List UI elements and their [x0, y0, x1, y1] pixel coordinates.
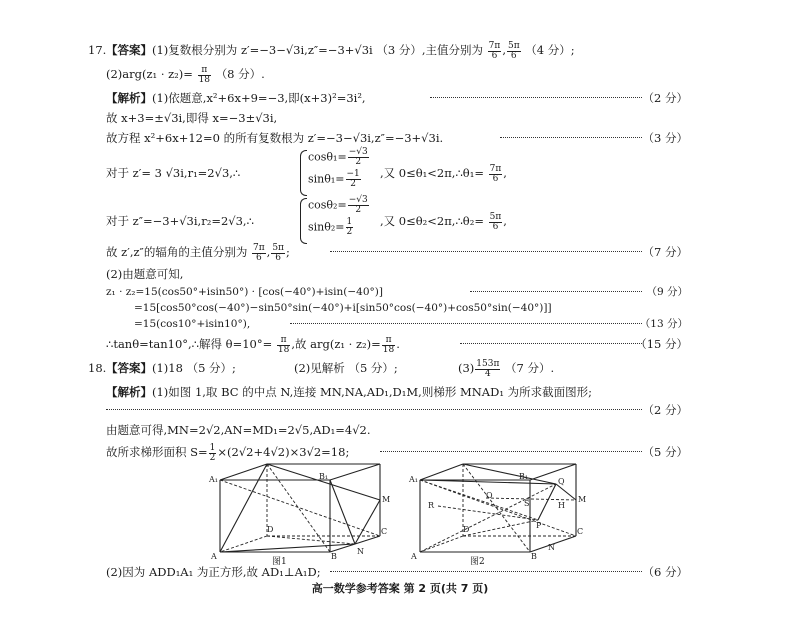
q17-l5-result: $\frac{5\pi}{6}$: [489, 211, 502, 232]
q17-analysis-l9: =15[cos50°cos(−40°)−sin50°sin(−40°)+i[sin50°cos(−40°)+cos50°sin(−40°)]]: [134, 302, 552, 314]
q17-analysis-l5: 对于 z″=−3+√3i,r₂=2√3,∴: [106, 214, 254, 228]
q17-l4-cos: cosθ₁= $\frac{-√3}{2}$: [308, 147, 368, 167]
leader-dots: [430, 97, 642, 98]
fig1-label-A1: A₁: [209, 475, 218, 484]
fig1-label-D1: [260, 462, 270, 463]
fig2-label-S: S: [524, 499, 530, 508]
q17-l4-tail: ,又 0≤θ₁<2π,∴θ₁=: [380, 166, 484, 180]
q17-analysis-line1: [0, 88, 800, 108]
fig2-label-A1: A₁: [409, 475, 418, 484]
system-brace: [300, 198, 307, 244]
q17-l8-score: （9 分）: [646, 286, 688, 298]
fig2-label-H: H: [558, 501, 565, 510]
q17-part2-text: (2)arg(z₁ · z₂)=: [106, 67, 193, 81]
q17-analysis-l11: ∴tanθ=tan10°,∴解得 θ=10°=: [106, 337, 273, 351]
fig1-label-B1: B₁: [319, 472, 329, 481]
q17-l10-score: （13 分）: [639, 318, 688, 330]
q17-part2-line: [0, 64, 800, 84]
q17-analysis-l3: 故方程 x²+6x+12=0 的所有复数根为 z′=−3−√3i,z″=−3+√3i.: [106, 131, 444, 145]
fig1-label-N: N: [357, 547, 364, 556]
q17-analysis-l10: =15(cos10°+isin10°),: [134, 318, 251, 330]
q17-analysis-line2: [0, 108, 800, 128]
q17-analysis-l1: (1)依题意,x²+6x+9=−3,即(x+3)²=3i²,: [152, 91, 366, 105]
q18-analysis-line4: [0, 562, 800, 582]
fig2-label-D1: [456, 462, 466, 463]
leader-dots: [470, 291, 642, 292]
fig2-label-R: R: [428, 501, 435, 510]
q18-answer-1: (1)18 （5 分）;: [152, 361, 236, 375]
q18-analysis-l4: (2)因为 ADD₁A₁ 为正方形,故 AD₁⊥A₁D;: [106, 565, 321, 579]
q18-analysis-line2: [0, 420, 800, 440]
leader-dots: [290, 323, 642, 324]
figure1-caption: 图1: [272, 557, 287, 567]
fig2-label-M: M: [578, 495, 587, 504]
q17-analysis-l2: 故 x+3=±√3i,即得 x=−3±√3i,: [106, 111, 278, 125]
q18-analysis-l2: 由题意可得,MN=2√2,AN=MD₁=2√5,AD₁=4√2.: [106, 423, 371, 437]
fig2-label-C: C: [577, 527, 584, 536]
figure1-cube: [205, 462, 395, 572]
fig1-label-M: M: [382, 495, 391, 504]
fig2-label-A: A: [411, 552, 417, 561]
leader-dots: [460, 343, 642, 344]
leader-dots: [500, 137, 642, 138]
q18-answer-3: (3): [458, 361, 475, 375]
q18-answer-3-frac: $\frac{153\pi}{4}$: [476, 358, 500, 379]
q17-analysis-l7: (2)由题意可知,: [106, 267, 184, 281]
q17-number: 17.: [88, 43, 107, 57]
leader-dots: [330, 251, 642, 252]
q17-analysis-l8: z₁ · z₂=15(cos50°+isin50°) · [cos(−40°)+isin(−40°)]: [106, 286, 383, 298]
q17-l5-cos: cosθ₂= $\frac{-√3}{2}$: [308, 195, 368, 215]
q17-l3-score: （3 分）: [642, 131, 688, 145]
q17-l6-score: （7 分）: [642, 245, 688, 259]
leader-dots: [106, 409, 642, 410]
q17-part2-frac: $\frac{\pi}{18}$: [198, 64, 211, 85]
q18-analysis-line1: [0, 382, 800, 402]
fig1-label-C1: [381, 462, 390, 463]
q18-l1-score: （2 分）: [642, 403, 688, 417]
q17-analysis-line6: 故 z′,z″的辐角的主值分别为 $\frac{7\pi}{6}$ , $\frac{5\pi}{6}$ ; （7 分）: [106, 242, 688, 263]
figure2-cube: [408, 462, 598, 572]
figure2-caption: 图2: [470, 557, 485, 567]
leader-dots: [330, 571, 642, 572]
q17-analysis-line4: 对于 z′= 3 √3i,r₁=2√3,∴ cosθ₁= $\frac{-√3}{2}$ sinθ₁= $\frac{-1}{2}$ ,又 0≤θ₁<2π,∴θ₁= $\frac{7\pi}{6}$ ,: [0, 156, 800, 190]
q17-analysis-line11: ∴tanθ=tan10°,∴解得 θ=10°= $\frac{\pi}{18}$ ,故 arg(z₁ · z₂)= $\frac{\pi}{18}$ . （15 分）: [106, 334, 688, 355]
fig2-label-B1: B₁: [519, 472, 529, 481]
fig2-label-P: P: [536, 521, 542, 530]
page-footer: 高一数学参考答案 第 2 页(共 7 页): [311, 582, 489, 595]
q18-answer-line: 18. 【答案】 (1)18 （5 分）; (2)见解析 （5 分）; (3) $\frac{153\pi}{4}$ （7 分）.: [88, 358, 555, 379]
q18-analysis-l1: (1)如图 1,取 BC 的中点 N,连接 MN,NA,AD₁,D₁M,则梯形 MNAD₁ 为所求截面图形;: [152, 385, 592, 399]
q17-l4-sin: sinθ₁= $\frac{-1}{2}$: [308, 169, 360, 189]
q17-answer-frac1: $\frac{7\pi}{6}$: [488, 40, 501, 61]
q18-number: 18.: [88, 361, 107, 375]
fig2-label-C1: [577, 462, 586, 463]
q17-analysis-line10: [0, 314, 800, 334]
fig1-label-C: C: [381, 527, 388, 536]
q17-l11-score: （15 分）: [635, 337, 688, 351]
leader-dots: [380, 451, 642, 452]
fig2-label-D: D: [463, 525, 470, 534]
q17-l4-result: $\frac{7\pi}{6}$: [489, 163, 502, 184]
fig1-label-A: A: [211, 552, 217, 561]
q17-analysis-line7: [0, 264, 800, 284]
fig1-label-D: D: [267, 525, 274, 534]
fig1-label-B: B: [331, 552, 337, 561]
q17-answer-score: （4 分）;: [525, 43, 575, 57]
q17-analysis-tag: 【解析】: [106, 91, 152, 105]
q17-l5-sin: sinθ₂= $\frac{1}{2}$: [308, 217, 353, 237]
q17-l5-tail: ,又 0≤θ₂<2π,∴θ₂=: [380, 214, 484, 228]
q17-answer-frac2: $\frac{5\pi}{6}$: [507, 40, 520, 61]
q18-analysis-tag: 【解析】: [106, 385, 152, 399]
q18-answer-2: (2)见解析 （5 分）;: [294, 361, 398, 375]
q17-analysis-l6: 故 z′,z″的辐角的主值分别为: [106, 245, 248, 259]
q18-analysis-line1b: [0, 400, 800, 420]
q17-analysis-l4: 对于 z′= 3 √3i,r₁=2√3,∴: [106, 166, 241, 180]
q17-analysis-line3: [0, 128, 800, 148]
q17-answer-line: 17. 【答案】 (1)复数根分别为 z′=−3−√3i,z″=−3+√3i （3 分）,主值分别为 $\frac{7\pi}{6}$ , $\frac{5\pi}{6}$ （4 分）;: [88, 40, 575, 61]
q17-answer-tag: 【答案】: [106, 43, 152, 57]
q18-l3-score: （5 分）: [642, 445, 688, 459]
fig2-label-Q: Q: [558, 477, 565, 486]
q18-l4-score: （6 分）: [642, 565, 688, 579]
fig2-label-N: N: [548, 543, 555, 552]
q18-analysis-l3: 故所求梯形面积 S=: [106, 445, 208, 459]
q17-part2-score: （8 分）.: [215, 67, 265, 81]
q18-answer-tag: 【答案】: [106, 361, 152, 375]
fig2-label-B: B: [531, 552, 537, 561]
q17-l1-score: （2 分）: [642, 91, 688, 105]
system-brace: [300, 150, 307, 196]
fig2-label-O: O: [486, 491, 493, 500]
q17-answer-text: (1)复数根分别为 z′=−3−√3i,z″=−3+√3i （3 分）,主值分别为: [152, 43, 483, 57]
q17-analysis-line5: 对于 z″=−3+√3i,r₂=2√3,∴ cosθ₂= $\frac{-√3}{2}$ sinθ₂= $\frac{1}{2}$ ,又 0≤θ₂<2π,∴θ₂= $\frac{5\pi}{6}$ ,: [0, 204, 800, 238]
q18-analysis-line3: 故所求梯形面积 S= $\frac{1}{2}$ ×(2√2+4√2)×3√2=18; （5 分）: [106, 442, 688, 463]
